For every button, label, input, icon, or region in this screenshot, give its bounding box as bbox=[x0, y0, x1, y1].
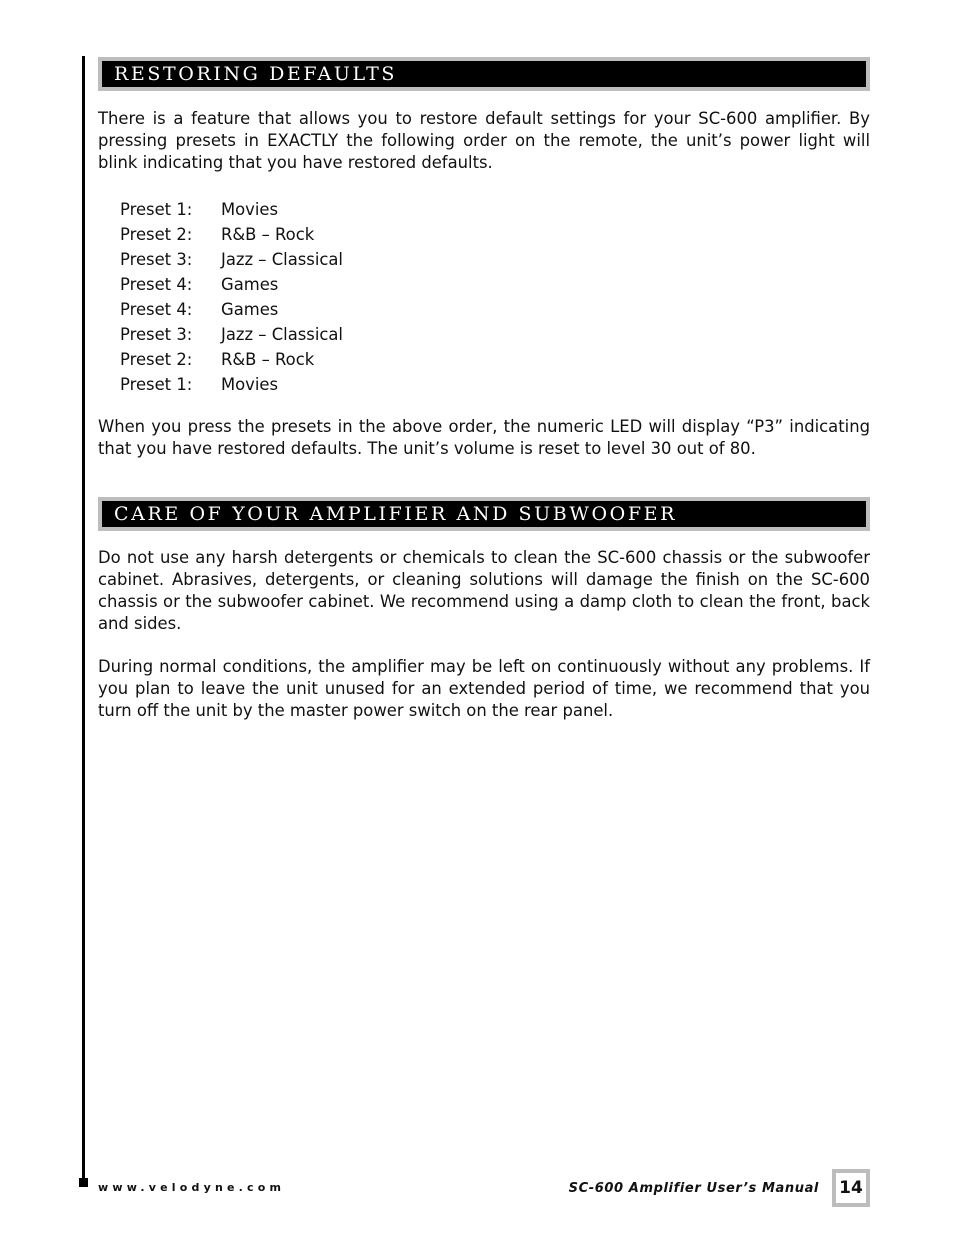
list-item bbox=[120, 297, 343, 322]
footer-manual-title: SC-600 Amplifier User’s Manual bbox=[568, 1181, 819, 1196]
margin-rule-end-marker bbox=[79, 1178, 88, 1187]
preset-key: Preset 2: bbox=[120, 225, 193, 244]
page-number-box bbox=[832, 1169, 870, 1207]
list-item bbox=[120, 347, 343, 372]
preset-key: Preset 2: bbox=[120, 350, 193, 369]
preset-key: Preset 4: bbox=[120, 275, 193, 294]
preset-key: Preset 1: bbox=[120, 200, 193, 219]
section-header-restoring-defaults bbox=[98, 57, 870, 91]
preset-value: Games bbox=[221, 300, 279, 319]
preset-value: R&B – Rock bbox=[221, 350, 315, 369]
preset-value: Jazz – Classical bbox=[221, 250, 343, 269]
preset-value: R&B – Rock bbox=[221, 225, 315, 244]
preset-value: Movies bbox=[221, 200, 279, 219]
preset-key: Preset 4: bbox=[120, 300, 193, 319]
list-item bbox=[120, 272, 343, 297]
section-title: RESTORING DEFAULTS bbox=[102, 61, 866, 87]
list-item bbox=[120, 197, 343, 222]
left-margin-rule bbox=[82, 56, 85, 1183]
footer-url: www.velodyne.com bbox=[98, 1181, 286, 1194]
page-number: 14 bbox=[836, 1173, 866, 1203]
care-paragraph-cleaning: Do not use any harsh detergents or chemicals to clean the SC-600 chassis or the subwoofer cabinet. Abrasives, detergents, or cleaning solutions will damage the finish on the SC-600 chassis or the subwoofer cabinet. We recommend using a damp cloth to clean the front, back and sides. bbox=[98, 548, 870, 633]
list-item bbox=[120, 372, 343, 397]
preset-key: Preset 3: bbox=[120, 250, 193, 269]
section-header-care bbox=[98, 497, 870, 531]
list-item bbox=[120, 247, 343, 272]
list-item bbox=[120, 222, 343, 247]
preset-key: Preset 1: bbox=[120, 375, 193, 394]
preset-sequence-list bbox=[120, 197, 343, 397]
restore-intro-paragraph: There is a feature that allows you to restore default settings for your SC-600 amplifier. By pressing presets in EXACTLY the following order on the remote, the unit’s power light will blink indicating that you have restored defaults. bbox=[98, 109, 870, 172]
preset-value: Jazz – Classical bbox=[221, 325, 343, 344]
list-item bbox=[120, 322, 343, 347]
preset-key: Preset 3: bbox=[120, 325, 193, 344]
preset-value: Games bbox=[221, 275, 279, 294]
care-paragraph-power: During normal conditions, the amplifier may be left on continuously without any problems. If you plan to leave the unit unused for an extended period of time, we recommend that you turn off the unit by the master power switch on the rear panel. bbox=[98, 657, 870, 720]
section-title: CARE OF YOUR AMPLIFIER AND SUBWOOFER bbox=[102, 501, 866, 527]
preset-value: Movies bbox=[221, 375, 279, 394]
restore-outro-paragraph: When you press the presets in the above order, the numeric LED will display “P3” indicating that you have restored defaults. The unit’s volume is reset to level 30 out of 80. bbox=[98, 417, 870, 458]
